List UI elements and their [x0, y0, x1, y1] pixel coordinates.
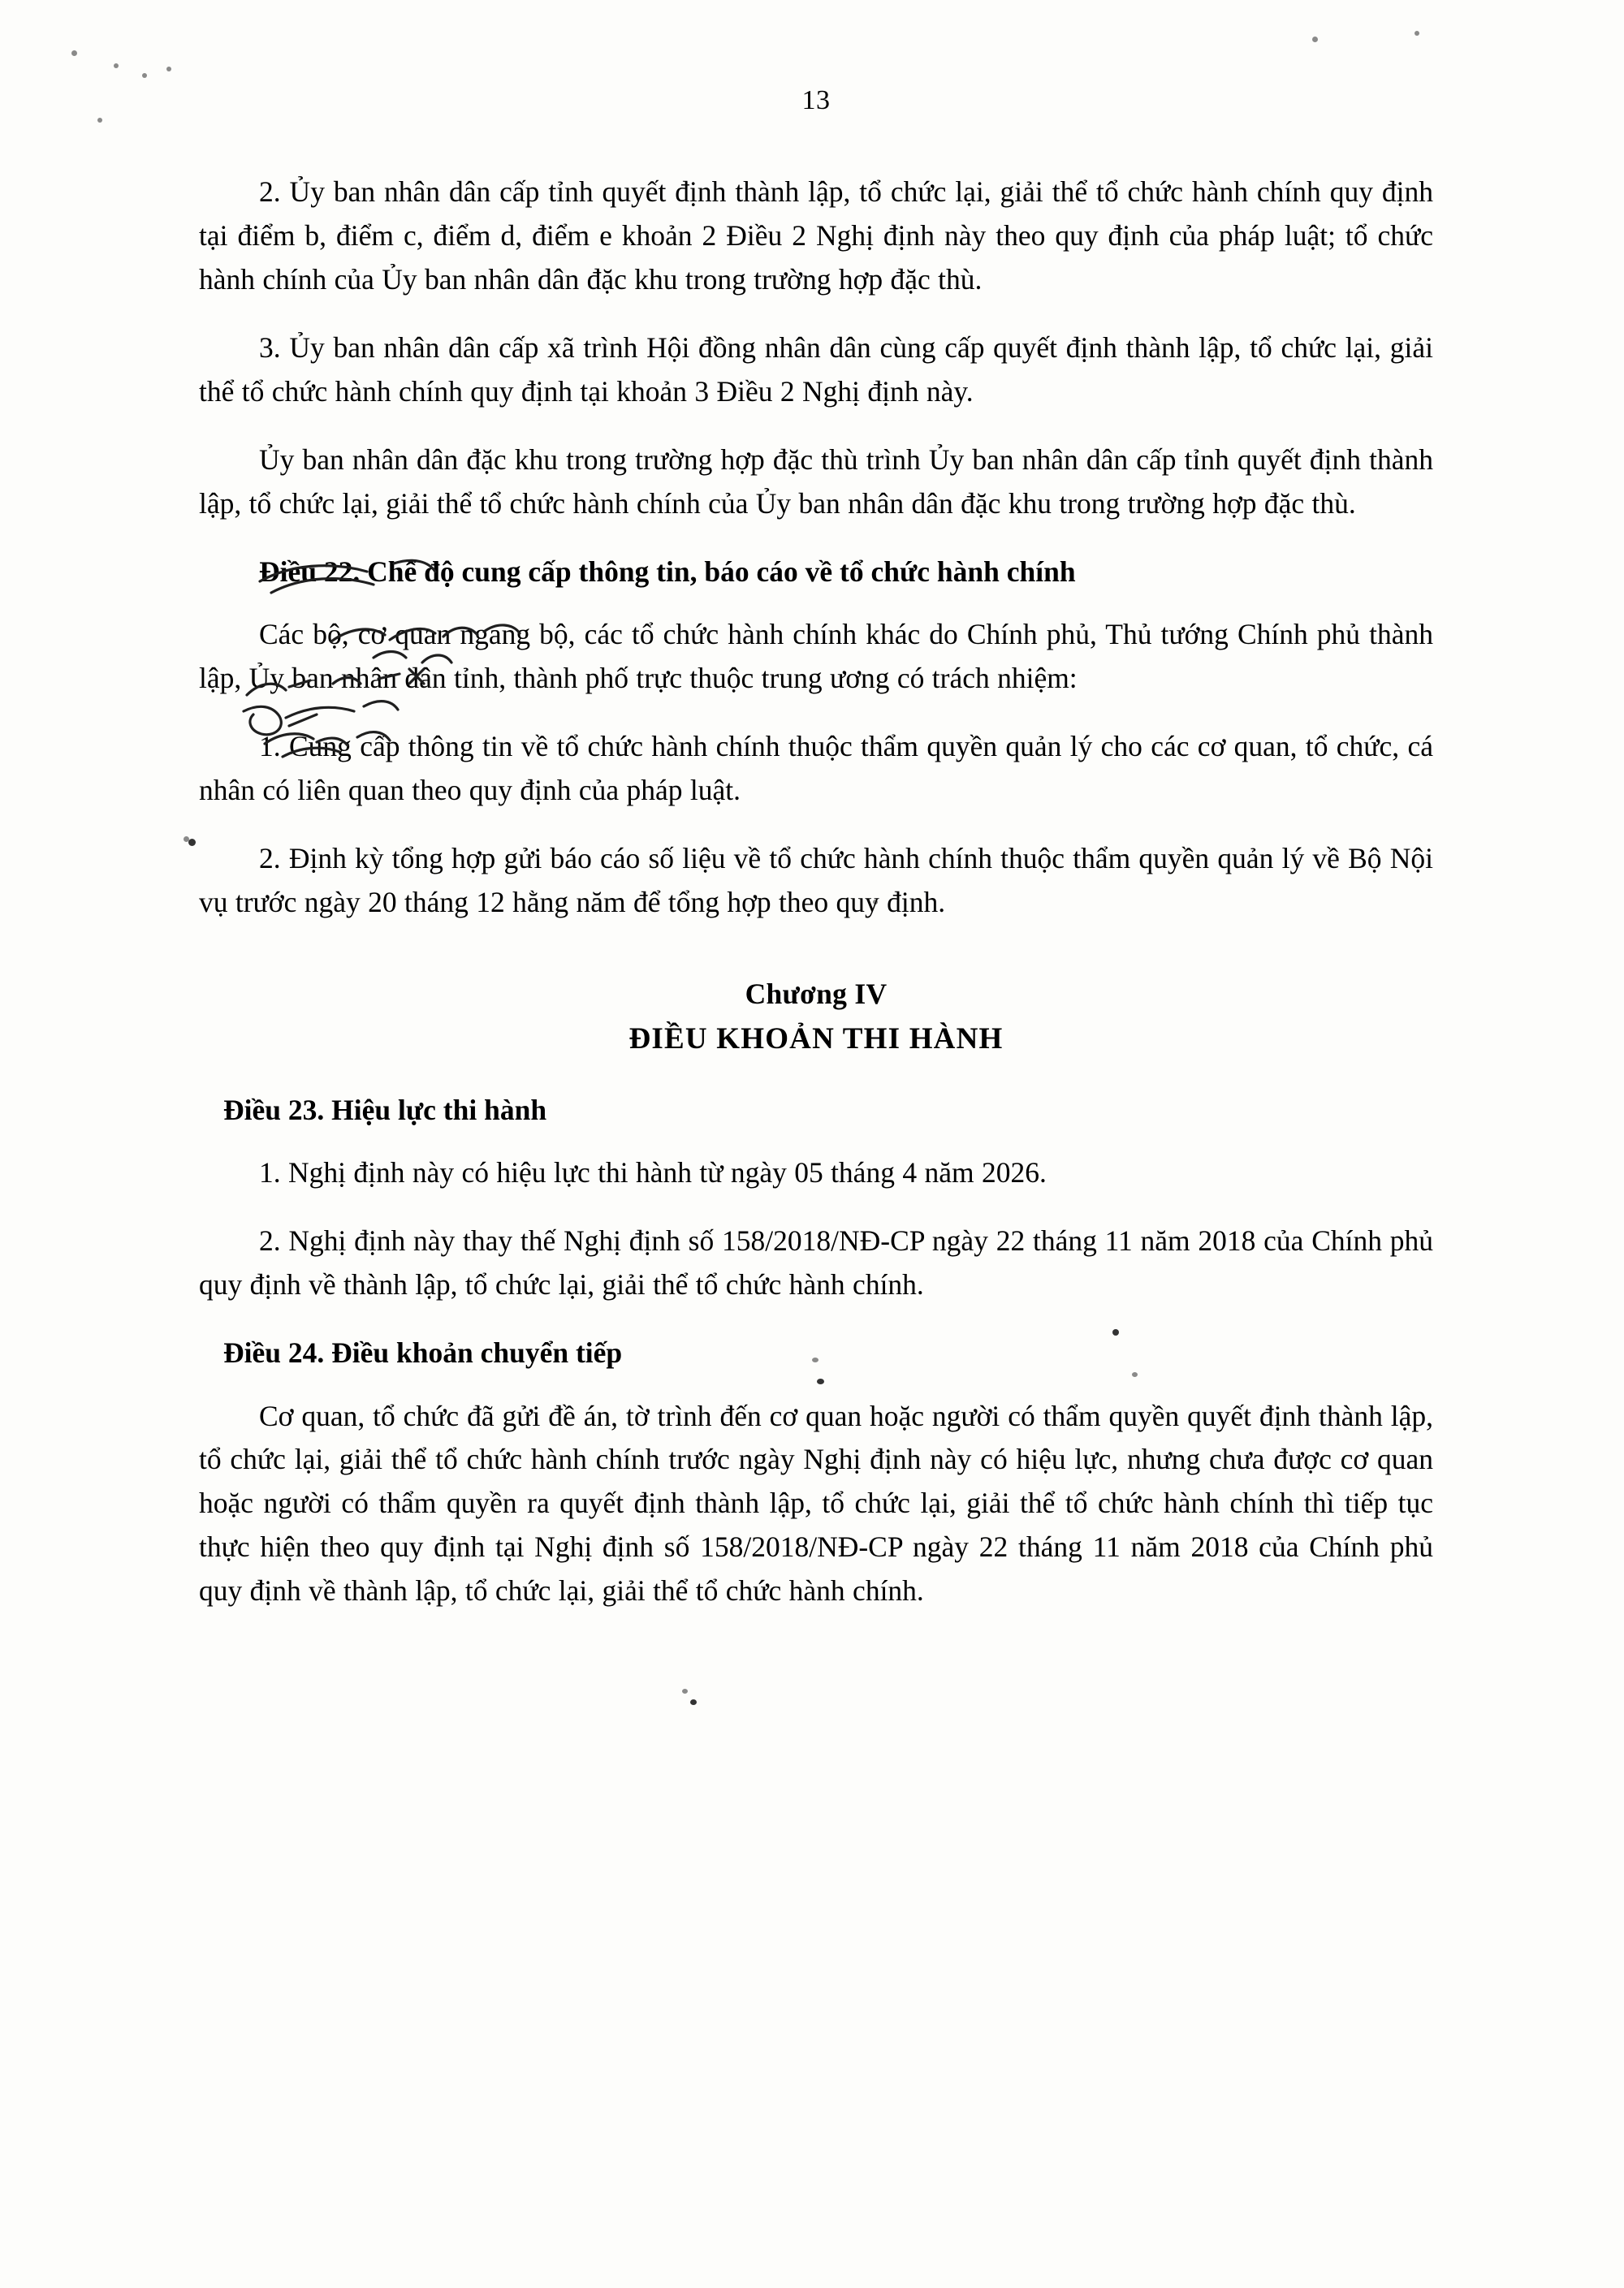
- scan-speck: [142, 73, 147, 78]
- chapter-title: ĐIỀU KHOẢN THI HÀNH: [628, 1021, 1004, 1056]
- article-22-heading: Điều 22. Chế độ cung cấp thông tin, báo cáo về tổ chức hành chính: [259, 555, 1076, 588]
- paragraph: 3. Ủy ban nhân dân cấp xã trình Hội đồng nhân dân cùng cấp quyết định thành lập, tổ chức lại, giải thể tổ chức hành chính quy định tại khoản 3 Điều 2 Nghị định này.: [199, 330, 1433, 408]
- ink-dot: [690, 1699, 697, 1705]
- article-23-clause: 2. Nghị định này thay thế Nghị định số 158/2018/NĐ-CP ngày 22 tháng 11 năm 2018 của Chính phủ quy định về thành lập, tổ chức lại, giải thể tổ chức hành chính.: [199, 1224, 1433, 1302]
- ink-dot: [1112, 1329, 1119, 1336]
- article-22-clause: 1. Cung cấp thông tin về tổ chức hành chính thuộc thẩm quyền quản lý cho các cơ quan, tổ chức, cá nhân có liên quan theo quy định của pháp luật.: [199, 729, 1433, 806]
- scan-speck: [1312, 37, 1318, 42]
- scan-speck: [71, 50, 77, 56]
- document-body: [199, 171, 1433, 1638]
- chapter-block: [199, 972, 1433, 1062]
- article-22-clause: 2. Định kỳ tổng hợp gửi báo cáo số liệu về tổ chức hành chính thuộc thẩm quyền quản lý về Bộ Nội vụ trước ngày 20 tháng 12 hằng năm để tổng hợp theo quy định.: [199, 841, 1433, 918]
- article-24-clause: Cơ quan, tổ chức đã gửi đề án, tờ trình đến cơ quan hoặc người có thẩm quyền quyết định thành lập, tổ chức lại, giải thể tổ chức hành chính trước ngày Nghị định này có hiệu lực, nhưng chưa được cơ quan hoặc người có thẩm quyền ra quyết định thành lập, tổ chức lại, giải thể tổ chức hành chính thì tiếp tục thực hiện theo quy định tại Nghị định số 158/2018/NĐ-CP ngày 22 tháng 11 năm 2018 của Chính phủ quy định về thành lập, tổ chức lại, giải thể tổ chức hành chính.: [199, 1399, 1433, 1608]
- paragraph: Ủy ban nhân dân đặc khu trong trường hợp đặc thù trình Ủy ban nhân dân cấp tỉnh quyết định thành lập, tổ chức lại, giải thể tổ chức hành chính của Ủy ban nhân dân đặc khu trong trường hợp đặc thù.: [199, 442, 1433, 520]
- ink-dot: [188, 839, 196, 846]
- article-24-heading: Điều 24. Điều khoản chuyển tiếp: [223, 1336, 623, 1370]
- scan-speck: [166, 67, 171, 71]
- article-22-intro: Các bộ, cơ quan ngang bộ, các tổ chức hành chính khác do Chính phủ, Thủ tướng Chính phủ thành lập, Ủy ban nhân dân tỉnh, thành phố trực thuộc trung ương có trách nhiệm:: [199, 617, 1433, 694]
- scan-speck: [97, 118, 102, 123]
- scan-speck: [682, 1689, 688, 1694]
- article-23-heading: Điều 23. Hiệu lực thi hành: [223, 1094, 547, 1127]
- paragraph: 2. Ủy ban nhân dân cấp tỉnh quyết định thành lập, tổ chức lại, giải thể tổ chức hành chính quy định tại điểm b, điểm c, điểm d, điểm e khoản 2 Điều 2 Nghị định này theo quy định của pháp luật; tổ chức hành chính của Ủy ban nhân dân đặc khu trong trường hợp đặc thù.: [199, 175, 1433, 296]
- page-number: 13: [801, 85, 831, 115]
- chapter-label: Chương IV: [745, 977, 888, 1010]
- ink-dot: [817, 1379, 824, 1384]
- scan-speck: [1415, 31, 1419, 36]
- article-23-clause: 1. Nghị định này có hiệu lực thi hành từ ngày 05 tháng 4 năm 2026.: [259, 1156, 1047, 1189]
- scan-speck: [114, 63, 119, 68]
